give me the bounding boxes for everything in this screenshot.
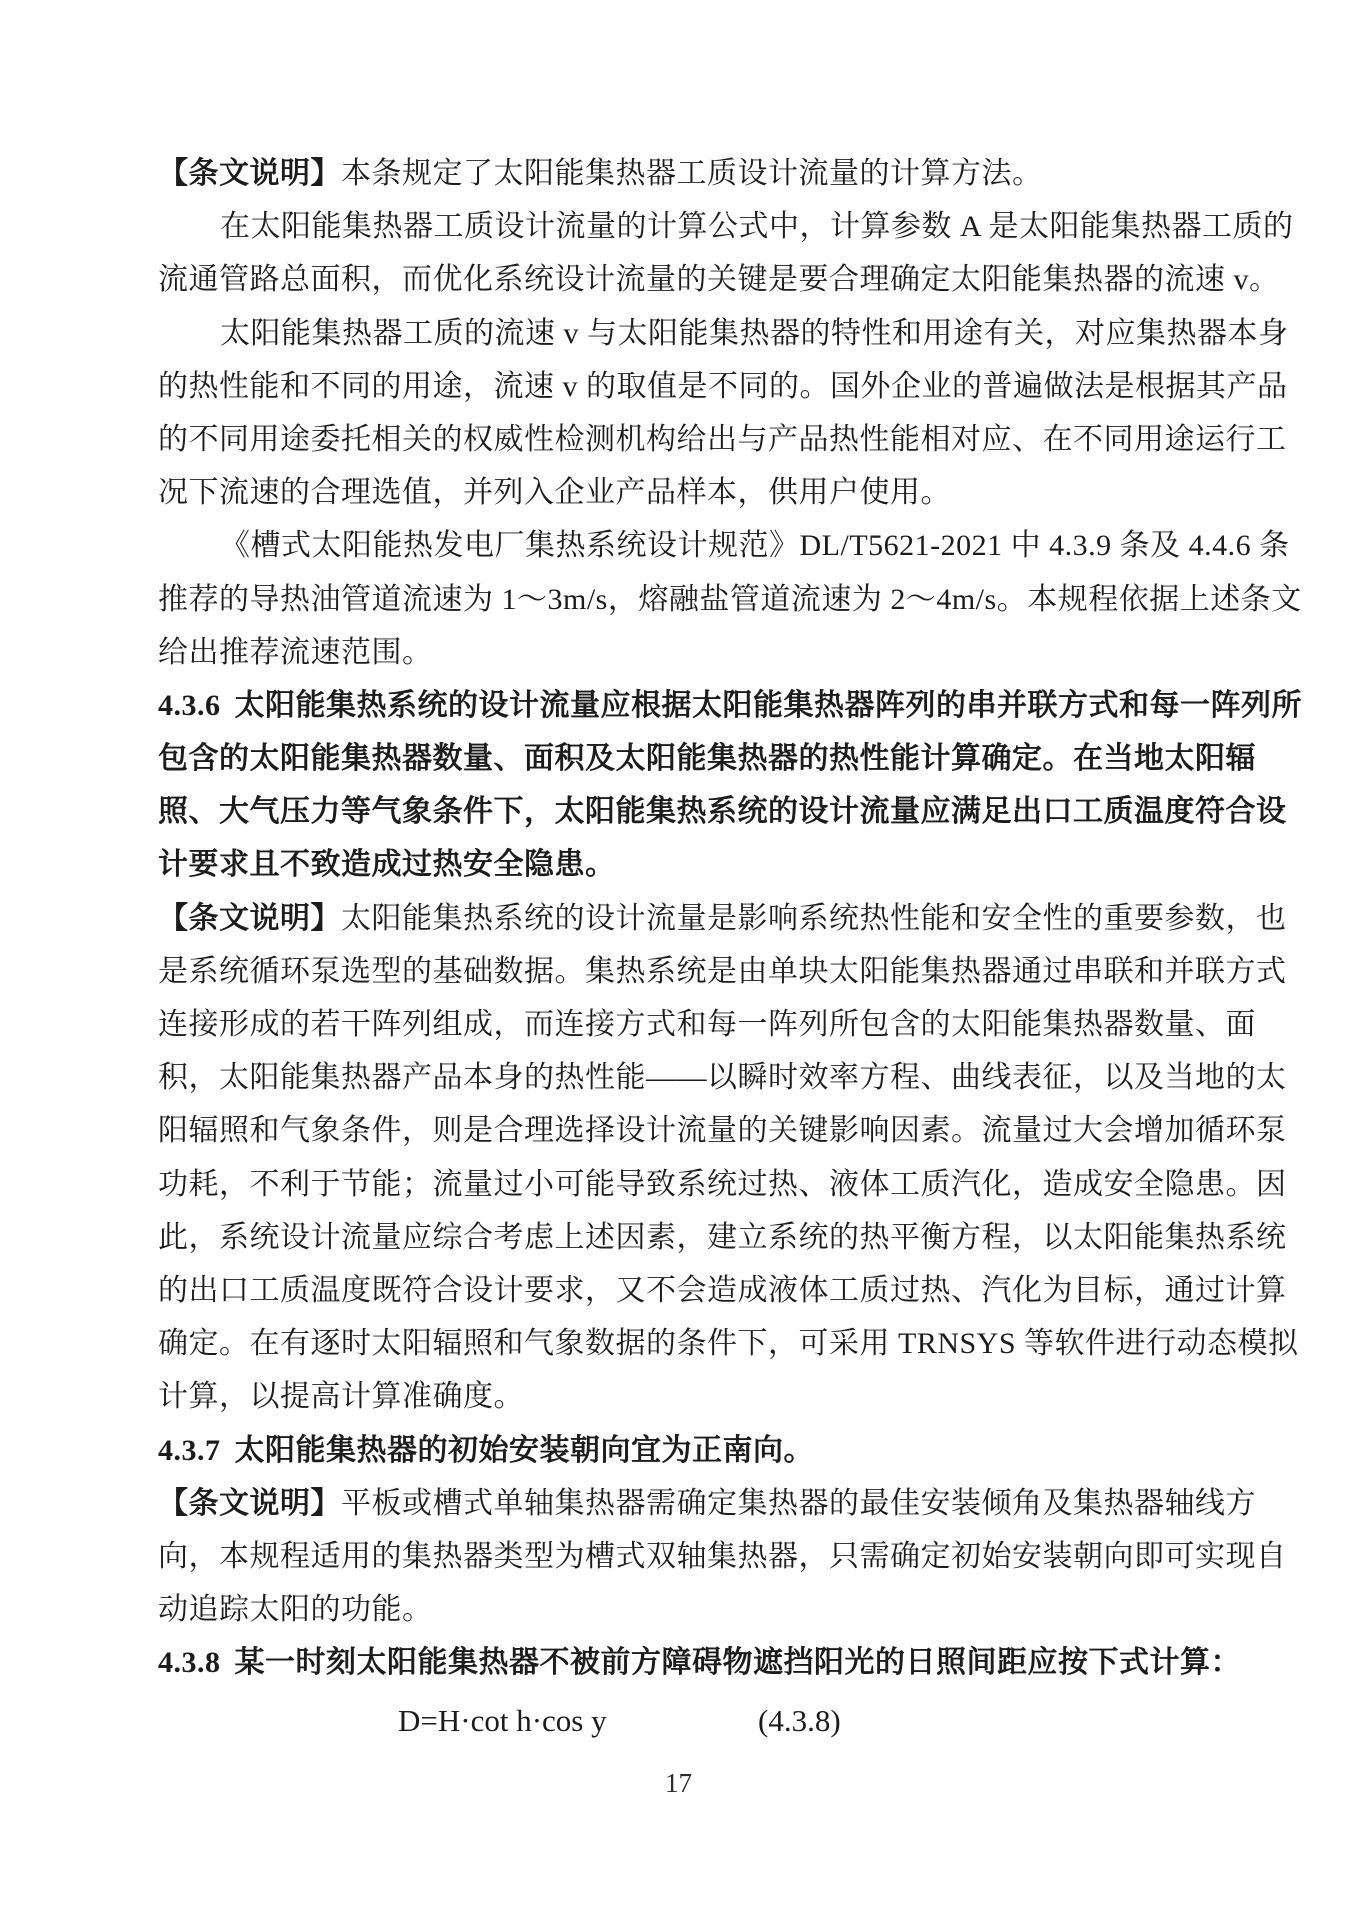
line-text: 的热性能和不同的用途，流速 v 的取值是不同的。国外企业的普遍做法是根据其产品 — [158, 369, 1288, 403]
formula-expression: D=H·cot h·cos y — [398, 1703, 607, 1738]
formula-line — [158, 1694, 1318, 1748]
line-text: 功耗，不利于节能；流量过小可能导致系统过热、液体工质汽化，造成安全隐患。因 — [158, 1167, 1287, 1201]
line-text: 计算，以提高计算准确度。 — [158, 1380, 524, 1414]
line-text: 确定。在有逐时太阳辐照和气象数据的条件下，可采用 TRNSYS 等软件进行动态模拟 — [158, 1327, 1299, 1361]
text-line — [158, 1477, 1318, 1530]
clause-number: 4.3.7 — [158, 1433, 221, 1467]
line-text: 平板或槽式单轴集热器需确定集热器的最佳安装倾角及集热器轴线方 — [341, 1486, 1256, 1520]
comment-label: 【条文说明】 — [158, 1486, 341, 1520]
line-text: 太阳能集热系统的设计流量应根据太阳能集热器阵列的串并联方式和每一阵列所 — [234, 688, 1302, 722]
line-text: 阳辐照和气象条件，则是合理选择设计流量的关键影响因素。流量过大会增加循环泵 — [158, 1114, 1287, 1148]
text-line — [158, 360, 1318, 413]
line-text: 某一时刻太阳能集热器不被前方障碍物遮挡阳光的日照间距应按下式计算： — [234, 1646, 1241, 1680]
text-line — [158, 413, 1318, 466]
line-text: 连接形成的若干阵列组成，而连接方式和每一阵列所包含的太阳能集热器数量、面 — [158, 1008, 1256, 1041]
line-text: 流通管路总面积，而优化系统设计流量的关键是要合理确定太阳能集热器的流速 v。 — [158, 263, 1280, 297]
text-line — [158, 1264, 1318, 1317]
text-line — [158, 519, 1318, 572]
page-number: 17 — [665, 1768, 692, 1798]
clause-number: 4.3.6 — [158, 688, 221, 722]
text-line — [158, 1211, 1318, 1264]
text-line — [158, 998, 1318, 1051]
line-text: 向，本规程适用的集热器类型为槽式双轴集热器，只需确定初始安装朝向即可实现自 — [158, 1539, 1287, 1573]
line-text: 在太阳能集热器工质设计流量的计算公式中，计算参数 A 是太阳能集热器工质的 — [220, 210, 1294, 244]
text-line — [158, 307, 1318, 360]
comment-label: 【条文说明】 — [158, 157, 341, 190]
line-text: 积，太阳能集热器产品本身的热性能——以瞬时效率方程、曲线表征，以及当地的太 — [158, 1061, 1287, 1095]
line-text: 包含的太阳能集热器数量、面积及太阳能集热器的热性能计算确定。在当地太阳辐 — [158, 742, 1256, 776]
text-line — [158, 1158, 1318, 1211]
formula-number: (4.3.8) — [758, 1703, 841, 1738]
text-line — [158, 253, 1318, 306]
text-line — [158, 892, 1318, 945]
text-line — [158, 945, 1318, 998]
line-text: 此，系统设计流量应综合考虑上述因素，建立系统的热平衡方程，以太阳能集热系统 — [158, 1220, 1287, 1254]
text-line — [158, 573, 1318, 626]
clause-number: 4.3.8 — [158, 1646, 221, 1680]
line-text: 太阳能集热器工质的流速 v 与太阳能集热器的特性和用途有关，对应集热器本身 — [220, 316, 1289, 350]
line-text: 照、大气压力等气象条件下，太阳能集热系统的设计流量应满足出口工质温度符合设 — [158, 795, 1287, 829]
line-text: 太阳能集热系统的设计流量是影响系统热性能和安全性的重要参数，也 — [341, 901, 1287, 935]
line-text: 推荐的导热油管道流速为 1～3m/s，熔融盐管道流速为 2～4m/s。本规程依据上述条文 — [158, 582, 1302, 616]
text-line — [158, 147, 1318, 200]
text-line — [158, 626, 1318, 679]
line-text: 太阳能集热器的初始安装朝向宜为正南向。 — [234, 1433, 814, 1467]
text-line — [158, 679, 1318, 732]
text-line — [158, 1636, 1318, 1689]
line-text: 况下流速的合理选值，并列入企业产品样本，供用户使用。 — [158, 476, 951, 510]
text-line — [158, 1104, 1318, 1157]
line-text: 本条规定了太阳能集热器工质设计流量的计算方法。 — [341, 157, 1043, 190]
text-line — [158, 200, 1318, 253]
text-line — [158, 1424, 1318, 1477]
document-text — [158, 147, 1318, 1689]
text-line — [158, 732, 1318, 785]
text-line — [158, 1317, 1318, 1370]
line-text: 的出口工质温度既符合设计要求，又不会造成液体工质过热、汽化为目标，通过计算 — [158, 1273, 1287, 1307]
line-text: 计要求且不致造成过热安全隐患。 — [158, 848, 616, 882]
line-text: 给出推荐流速范围。 — [158, 635, 433, 669]
text-line — [158, 785, 1318, 838]
line-text: 是系统循环泵选型的基础数据。集热系统是由单块太阳能集热器通过串联和并联方式 — [158, 954, 1287, 988]
line-text: 《槽式太阳能热发电厂集热系统设计规范》DL/T5621-2021 中 4.3.9 条及 4.4.6 条 — [220, 529, 1290, 563]
text-line — [158, 838, 1318, 891]
text-line — [158, 1051, 1318, 1104]
text-line — [158, 466, 1318, 519]
line-text: 的不同用途委托相关的权威性检测机构给出与产品热性能相对应、在不同用途运行工 — [158, 422, 1287, 456]
text-line — [158, 1370, 1318, 1423]
text-line — [158, 1583, 1318, 1636]
line-text: 动追踪太阳的功能。 — [158, 1593, 433, 1627]
text-line — [158, 1530, 1318, 1583]
comment-label: 【条文说明】 — [158, 901, 341, 935]
